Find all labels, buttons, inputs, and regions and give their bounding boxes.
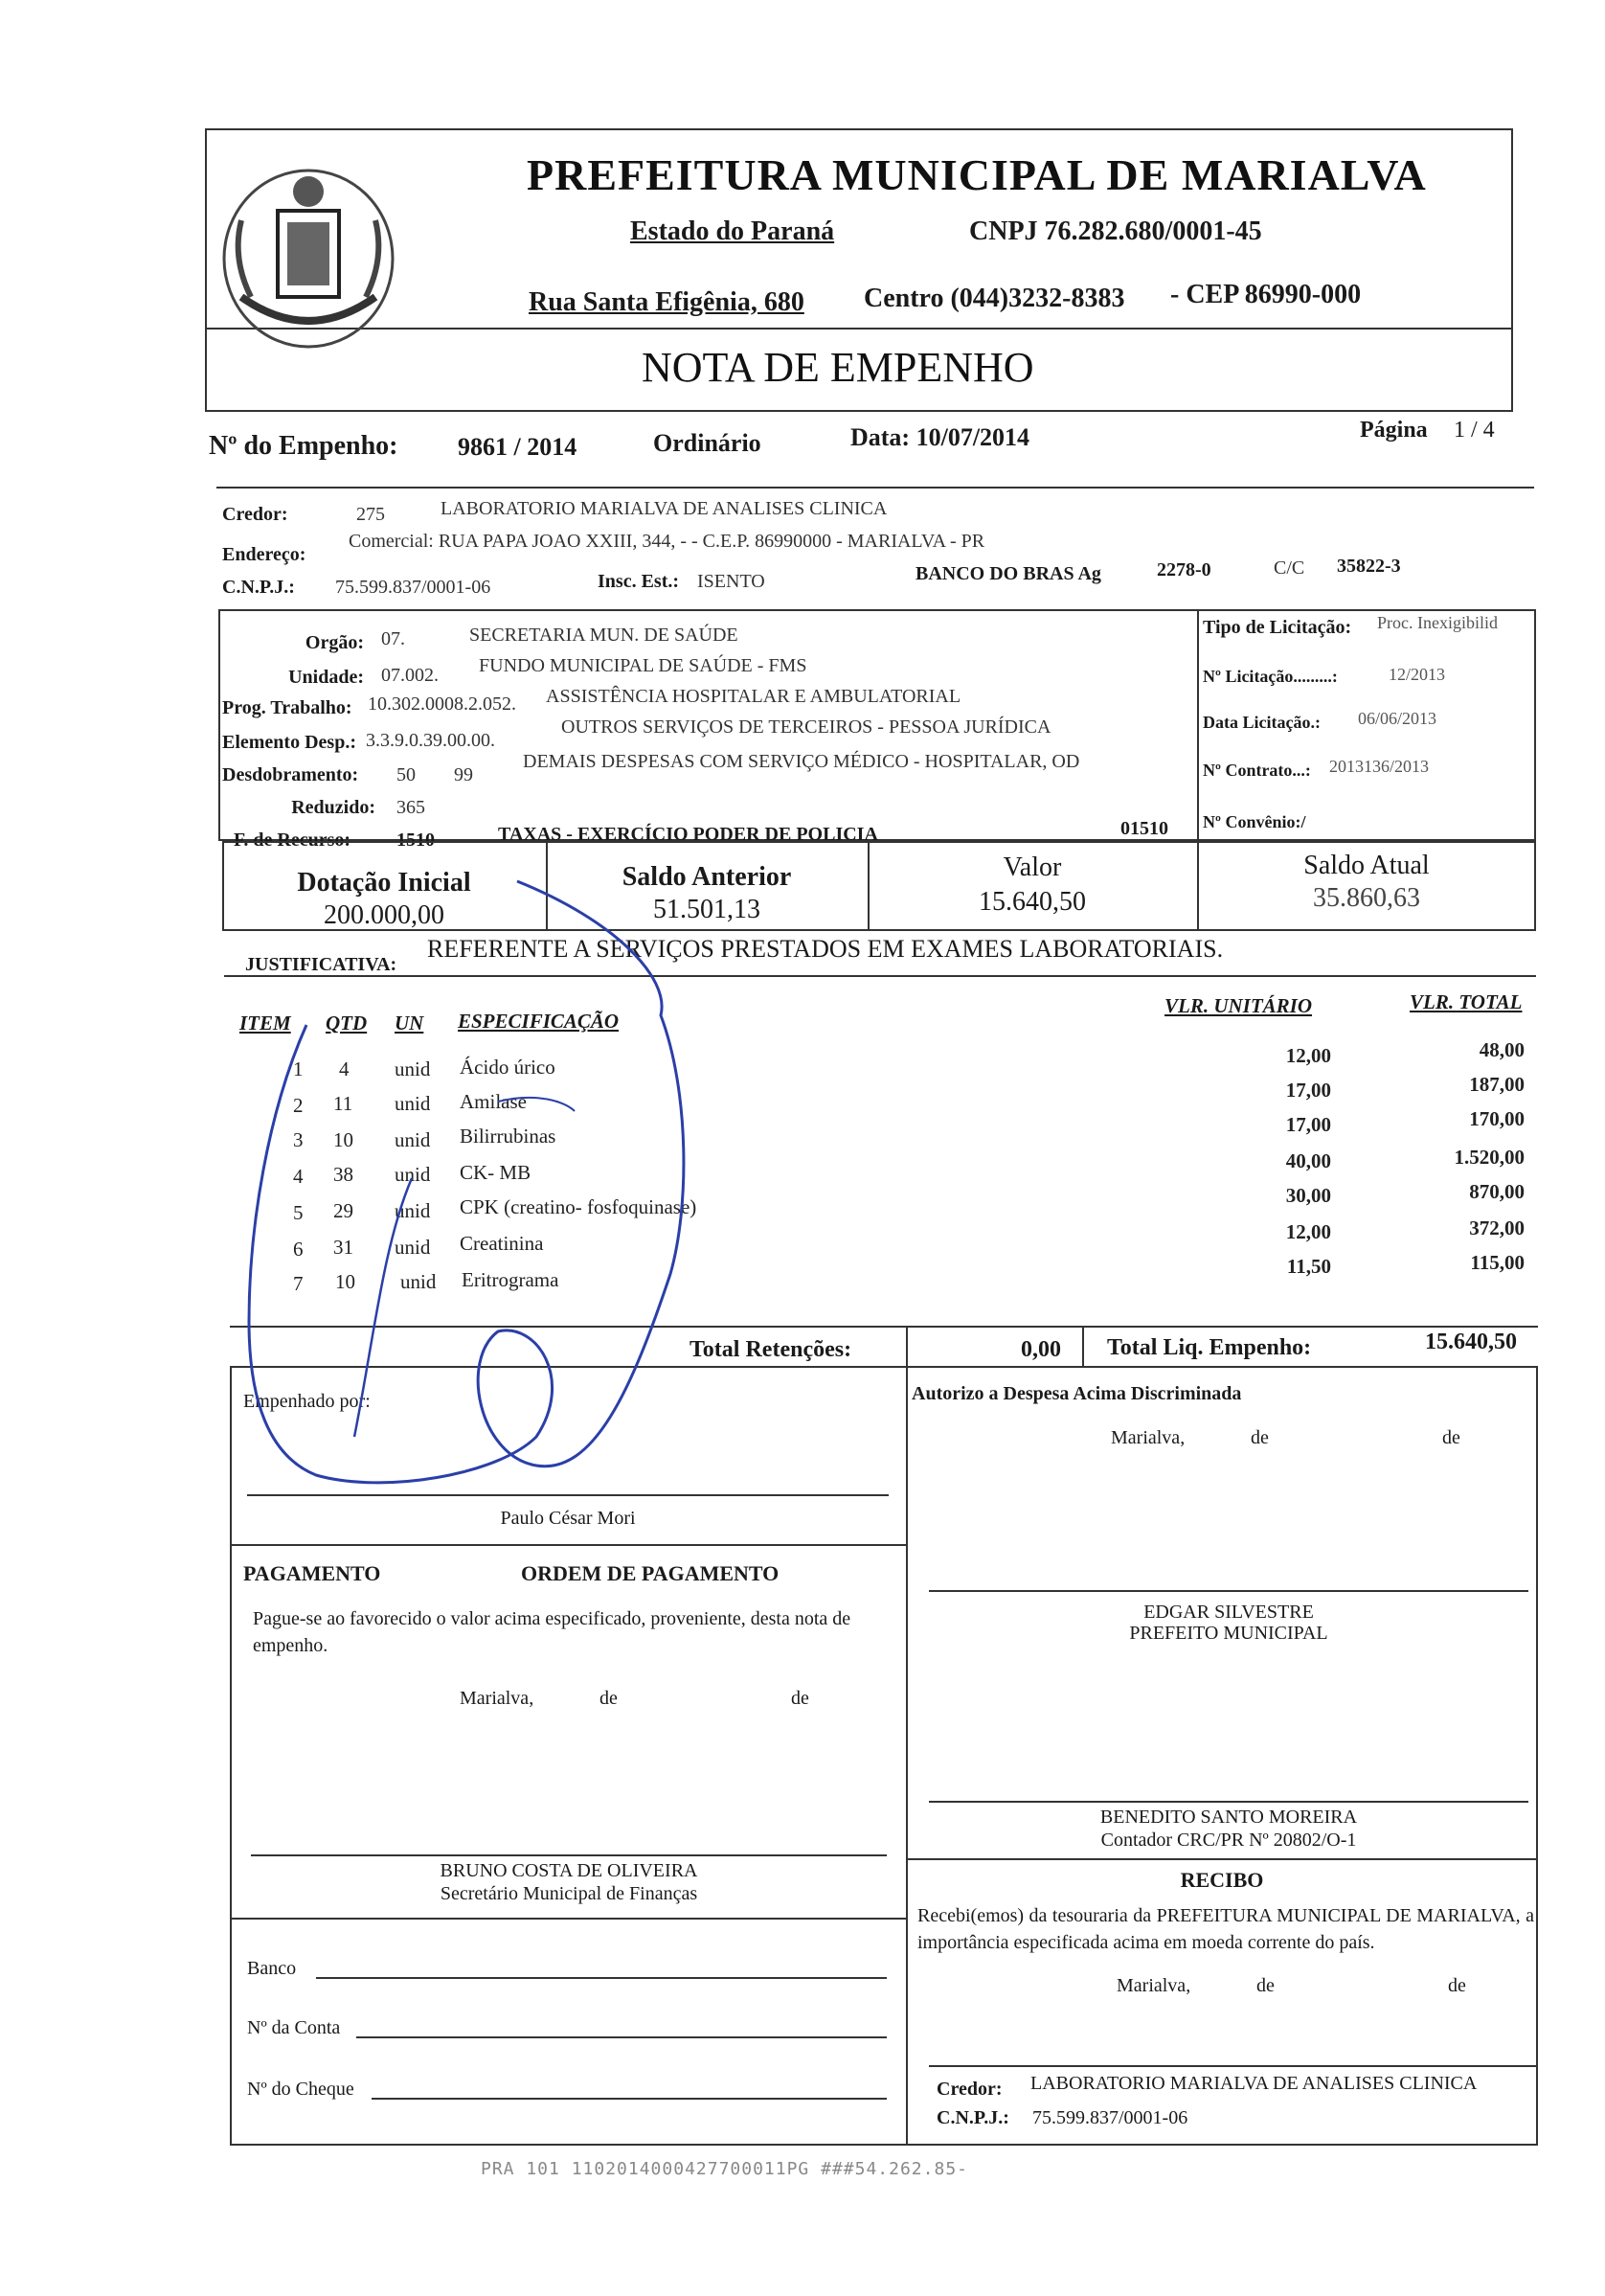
cnpj-footer-value: 75.599.837/0001-06: [1032, 2107, 1188, 2128]
recurso-name: TAXAS - EXERCÍCIO PODER DE POLICIA: [498, 824, 878, 845]
prog-code: 10.302.0008.2.052.: [368, 693, 516, 715]
item-total: 187,00: [1469, 1073, 1525, 1096]
contador-title: Contador CRC/PR Nº 20802/O-1: [1100, 1830, 1357, 1851]
col-item-header: ITEM: [239, 1012, 291, 1034]
liquido-label: Total Liq. Empenho:: [1107, 1335, 1312, 1360]
autorizo-place: Marialva,: [1111, 1427, 1186, 1448]
empenhado-label: Empenhado por:: [243, 1391, 371, 1412]
credor-agency: 2278-0: [1157, 559, 1211, 580]
elemento-name: OUTROS SERVIÇOS DE TERCEIROS - PESSOA JURÍDICA: [561, 716, 1051, 738]
desdobramento-label: Desdobramento:: [222, 764, 359, 785]
item-unit: unid: [395, 1092, 431, 1115]
item-qtd: 10: [335, 1270, 355, 1293]
orgao-code: 07.: [381, 628, 405, 649]
credor-code: 275: [356, 504, 385, 525]
document-title: NOTA DE EMPENHO: [642, 344, 1034, 391]
cnpj-label: C.N.P.J.:: [222, 577, 295, 598]
item-total: 115,00: [1470, 1251, 1525, 1274]
retencoes-label: Total Retenções:: [689, 1337, 852, 1362]
item-number: 6: [293, 1238, 304, 1261]
licitacao-num-label: Nº Licitação.........:: [1203, 667, 1338, 686]
cheque-label: Nº do Cheque: [247, 2079, 354, 2100]
elemento-code: 3.3.9.0.39.00.00.: [366, 730, 495, 751]
licitacao-tipo-label: Tipo de Licitação:: [1203, 617, 1352, 638]
saldo-atual-label: Saldo Atual: [1303, 851, 1430, 880]
header-street: Rua Santa Efigênia, 680: [529, 287, 804, 317]
item-total: 48,00: [1479, 1038, 1525, 1061]
item-unit: unid: [395, 1163, 431, 1186]
item-qtd: 29: [333, 1199, 353, 1222]
item-unit-price: 40,00: [1285, 1149, 1331, 1172]
pagamento-label: PAGAMENTO: [243, 1561, 381, 1585]
unidade-name: FUNDO MUNICIPAL DE SAÚDE - FMS: [479, 655, 807, 676]
convenio-label: Nº Convênio:/: [1203, 812, 1306, 831]
valor-value: 15.640,50: [979, 887, 1086, 917]
col-spec-header: ESPECIFICAÇÃO: [458, 1010, 620, 1033]
empenho-date: Data: 10/07/2014: [850, 423, 1030, 451]
item-qtd: 10: [333, 1128, 353, 1151]
ordem-de-2: de: [791, 1688, 809, 1709]
banco-label: Banco: [247, 1958, 297, 1979]
licitacao-tipo: Proc. Inexigibilid: [1377, 613, 1498, 632]
item-unit-price: 12,00: [1285, 1220, 1331, 1243]
prefeito-title: PREFEITO MUNICIPAL: [1129, 1623, 1328, 1644]
header-state: Estado do Paraná: [630, 216, 835, 246]
header-cnpj: CNPJ 76.282.680/0001-45: [969, 216, 1262, 246]
item-spec: CK- MB: [460, 1161, 531, 1184]
saldo-atual-value: 35.860,63: [1313, 883, 1420, 913]
item-qtd: 38: [333, 1163, 353, 1186]
recibo-place: Marialva,: [1117, 1975, 1191, 1996]
item-unit-price: 17,00: [1285, 1079, 1331, 1102]
prefeito-name: EDGAR SILVESTRE: [1143, 1602, 1314, 1623]
item-unit: unid: [400, 1270, 437, 1293]
item-spec: Amilase: [460, 1090, 527, 1113]
page-number: 1 / 4: [1454, 418, 1495, 443]
orgao-label: Orgão:: [305, 632, 364, 653]
desdobramento-a: 50: [396, 764, 416, 785]
contrato-label: Nº Contrato...:: [1203, 761, 1311, 780]
item-total: 170,00: [1469, 1107, 1525, 1130]
prog-label: Prog. Trabalho:: [222, 697, 352, 718]
ordem-text: Pague-se ao favorecido o valor acima especificado, proveniente, desta nota de empenho.: [253, 1608, 851, 1656]
contador-name: BENEDITO SANTO MOREIRA: [1099, 1807, 1358, 1828]
insc-label: Insc. Est.:: [598, 571, 680, 592]
prog-name: ASSISTÊNCIA HOSPITALAR E AMBULATORIAL: [546, 686, 961, 707]
item-number: 2: [293, 1094, 304, 1117]
item-spec: Creatinina: [460, 1232, 544, 1255]
recibo-text: Recebi(emos) da tesouraria da PREFEITURA MUNICIPAL DE MARIALVA, a importância especificada acima em moeda corrente do país.: [917, 1905, 1534, 1953]
ordem-de-1: de: [599, 1688, 618, 1709]
recurso-num: 01510: [1120, 818, 1168, 839]
cnpj-footer-label: C.N.P.J.:: [937, 2107, 1009, 2128]
credor-address: Comercial: RUA PAPA JOAO XXIII, 344, - - C.E.P. 86990000 - MARIALVA - PR: [349, 531, 985, 552]
liquido-value: 15.640,50: [1425, 1330, 1517, 1354]
item-unit-price: 17,00: [1285, 1113, 1331, 1136]
item-total: 372,00: [1469, 1216, 1525, 1239]
autorizo-de-2: de: [1442, 1427, 1460, 1448]
secretario-title: Secretário Municipal de Finanças: [440, 1883, 698, 1904]
recibo-de-1: de: [1256, 1975, 1275, 1996]
credor-cnpj: 75.599.837/0001-06: [335, 577, 491, 598]
empenho-type: Ordinário: [653, 429, 761, 457]
conta-label: Nº da Conta: [247, 2017, 341, 2038]
unidade-code: 07.002.: [381, 665, 439, 686]
orgao-name: SECRETARIA MUN. DE SAÚDE: [469, 625, 738, 646]
autorizo-de-1: de: [1251, 1427, 1269, 1448]
col-qtd-header: QTD: [326, 1012, 368, 1034]
item-unit-price: 30,00: [1285, 1184, 1331, 1207]
desdobramento-b: 99: [454, 764, 473, 785]
licitacao-data: 06/06/2013: [1358, 709, 1437, 728]
saldo-anterior-value: 51.501,13: [653, 895, 760, 924]
page-label: Página: [1360, 418, 1428, 443]
credor-label: Credor:: [222, 504, 288, 525]
header-district-phone: Centro (044)3232-8383: [864, 284, 1125, 313]
header-cep: - CEP 86990-000: [1170, 280, 1362, 309]
item-number: 3: [293, 1128, 304, 1151]
item-unit-price: 11,50: [1286, 1255, 1331, 1278]
credor-name: LABORATORIO MARIALVA DE ANALISES CLINICA: [441, 498, 888, 519]
item-unit: unid: [395, 1057, 431, 1080]
recurso-code: 1510: [396, 830, 435, 851]
autorizo-label: Autorizo a Despesa Acima Discriminada: [912, 1383, 1242, 1404]
item-number: 7: [293, 1272, 304, 1295]
item-unit: unid: [395, 1128, 431, 1151]
licitacao-data-label: Data Licitação.:: [1203, 713, 1321, 732]
recibo-label: RECIBO: [1180, 1868, 1264, 1892]
item-unit-price: 12,00: [1285, 1044, 1331, 1067]
recurso-label: F. de Recurso:: [234, 830, 351, 851]
desdobramento-name: DEMAIS DESPESAS COM SERVIÇO MÉDICO - HOSPITALAR, OD: [523, 751, 1080, 772]
col-un-header: UN: [395, 1012, 424, 1034]
bank-stamp: PRA 101 1102014000427700011PG ###54.262.85-: [481, 2159, 968, 2179]
address-label: Endereço:: [222, 544, 306, 565]
reduzido-label: Reduzido:: [291, 797, 375, 818]
empenho-label: Nº do Empenho:: [209, 431, 398, 461]
item-total: 870,00: [1469, 1180, 1525, 1203]
empenhado-name: Paulo César Mori: [500, 1508, 636, 1529]
credor-footer-name: LABORATORIO MARIALVA DE ANALISES CLINICA: [1030, 2073, 1478, 2094]
dotacao-label: Dotação Inicial: [297, 868, 471, 898]
col-total-header: VLR. TOTAL: [1410, 990, 1523, 1013]
credor-insc: ISENTO: [697, 571, 765, 592]
item-number: 1: [293, 1057, 304, 1080]
item-spec: Eritrograma: [462, 1268, 559, 1291]
credor-bank: BANCO DO BRAS Ag: [916, 563, 1101, 584]
reduzido-value: 365: [396, 797, 425, 818]
page-title: PREFEITURA MUNICIPAL DE MARIALVA: [527, 150, 1427, 199]
item-qtd: 31: [333, 1236, 353, 1259]
recibo-de-2: de: [1448, 1975, 1466, 1996]
cc-label: C/C: [1274, 557, 1305, 579]
item-spec: Ácido úrico: [460, 1056, 555, 1079]
justificativa-label: JUSTIFICATIVA:: [245, 954, 397, 975]
item-total: 1.520,00: [1454, 1146, 1525, 1169]
item-spec: CPK (creatino- fosfoquinase): [460, 1195, 697, 1218]
item-qtd: 11: [333, 1092, 353, 1115]
dotacao-value: 200.000,00: [324, 900, 444, 930]
valor-label: Valor: [1003, 852, 1062, 882]
credor-cc: 35822-3: [1337, 556, 1401, 577]
justificativa-text: REFERENTE A SERVIÇOS PRESTADOS EM EXAMES LABORATORIAIS.: [427, 935, 1224, 963]
col-unit-header: VLR. UNITÁRIO: [1164, 994, 1313, 1017]
item-number: 4: [293, 1165, 304, 1188]
licitacao-num: 12/2013: [1389, 665, 1446, 684]
empenho-number: 9861 / 2014: [458, 433, 577, 461]
item-number: 5: [293, 1201, 304, 1224]
item-unit: unid: [395, 1199, 431, 1222]
item-unit: unid: [395, 1236, 431, 1259]
item-qtd: 4: [339, 1057, 350, 1080]
contrato-value: 2013136/2013: [1329, 757, 1430, 776]
secretario-name: BRUNO COSTA DE OLIVEIRA: [440, 1860, 698, 1881]
ordem-pagamento-label: ORDEM DE PAGAMENTO: [521, 1561, 780, 1585]
elemento-label: Elemento Desp.:: [222, 732, 356, 753]
item-spec: Bilirrubinas: [460, 1125, 556, 1148]
unidade-label: Unidade:: [288, 667, 364, 688]
saldo-anterior-label: Saldo Anterior: [622, 862, 792, 892]
credor-footer-label: Credor:: [937, 2079, 1003, 2100]
retencoes-value: 0,00: [1021, 1337, 1061, 1362]
ordem-place: Marialva,: [460, 1688, 534, 1709]
